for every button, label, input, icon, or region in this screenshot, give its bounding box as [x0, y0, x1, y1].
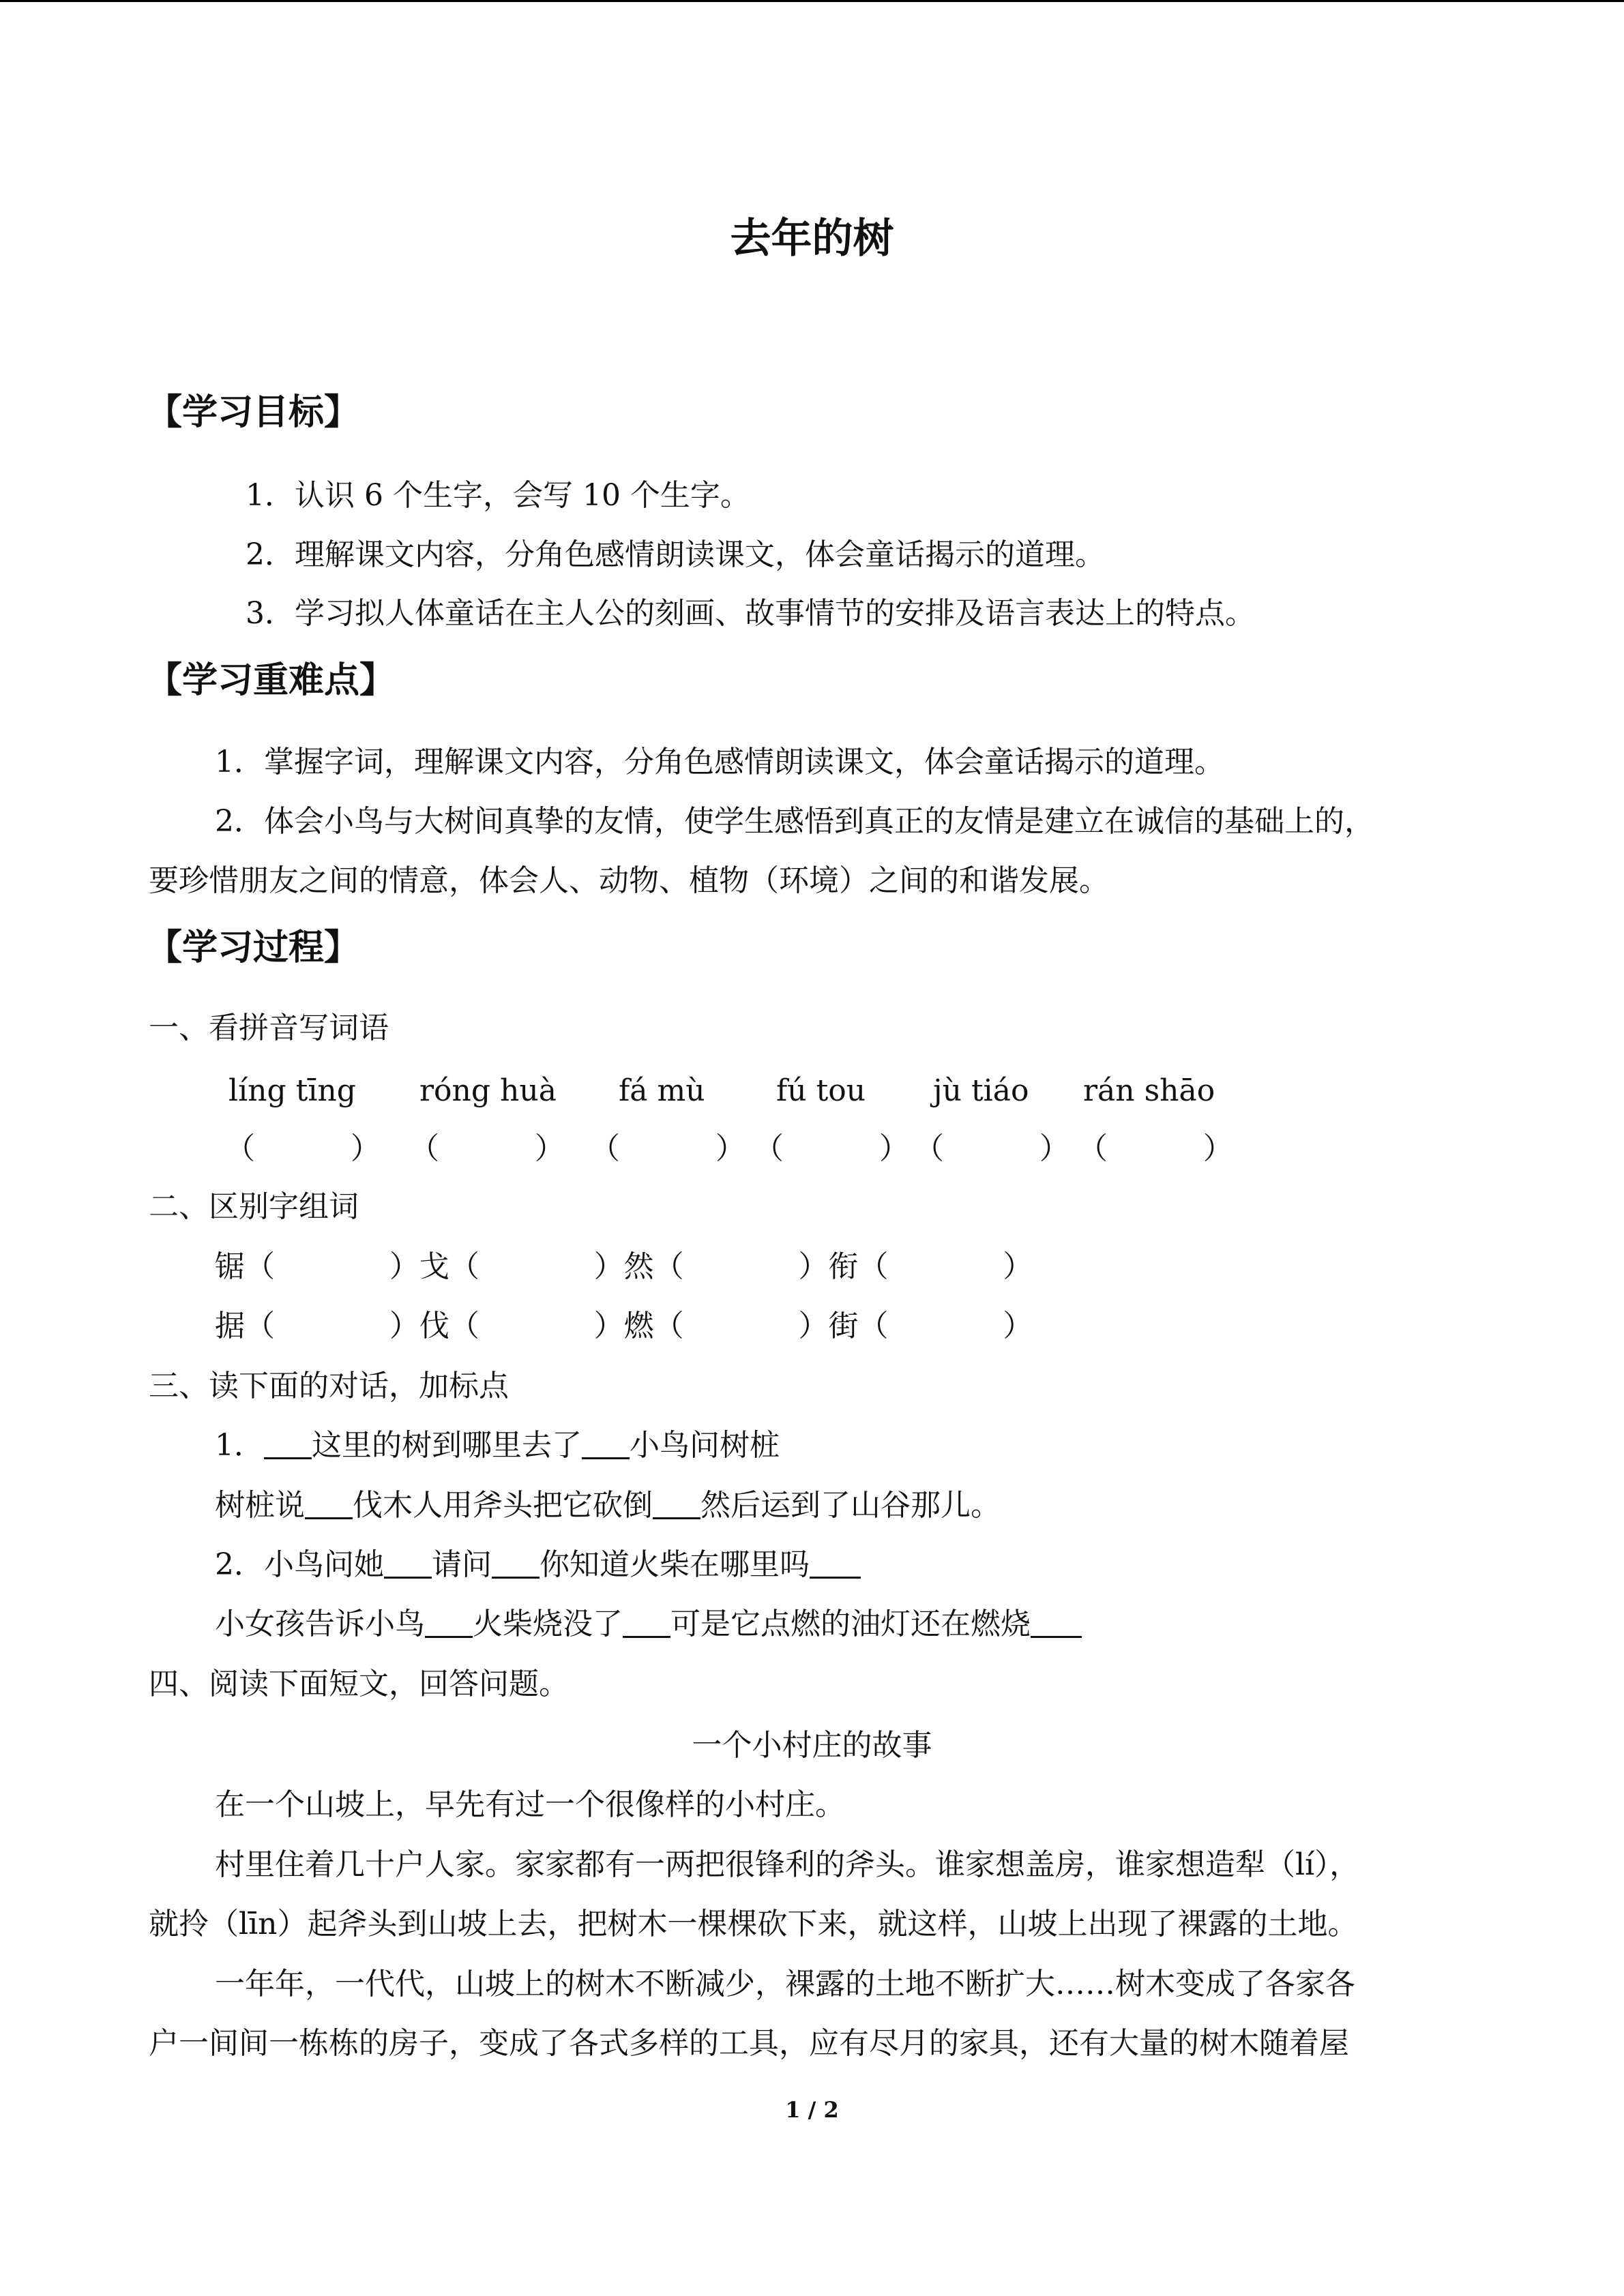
pinyin-5: jù tiáo: [933, 1073, 1029, 1108]
goal-3: 3．学习拟人体童话在主人公的刻画、故事情节的安排及语言表达上的特点。: [246, 596, 1255, 631]
page-number: 1 / 2: [785, 2097, 839, 2123]
key-point-1: 1．掌握字词，理解课文内容，分角色感情朗读课文，体会童话揭示的道理。: [215, 745, 1224, 779]
goal-1: 1．认识 6 个生字，会写 10 个生字。: [246, 478, 750, 513]
pinyin-1: líng tīng: [228, 1073, 356, 1108]
dialog-text: 你知道火柴在哪里吗: [540, 1547, 810, 1582]
part1-heading: 一、看拼音写词语: [149, 1011, 389, 1045]
pinyin-3: fá mù: [619, 1073, 705, 1108]
story-paragraph-3: 一年年，一代代，山坡上的树木不断减少，裸露的土地不断扩大……树木变成了各家各: [215, 1967, 1355, 2001]
dialog-line-2: [215, 1485, 1001, 1526]
part3-heading: 三、读下面的对话，加标点: [149, 1369, 509, 1403]
answer-blank-5[interactable]: （ ）: [914, 1131, 1069, 1166]
punct-blank[interactable]: [492, 1549, 540, 1579]
punct-blank[interactable]: [384, 1549, 432, 1579]
punct-blank[interactable]: [623, 1609, 670, 1638]
answer-blank-6[interactable]: （ ）: [1078, 1131, 1233, 1166]
answer-blank-1[interactable]: （ ）: [225, 1131, 381, 1166]
dialog-text: 然后运到了山谷那儿。: [700, 1488, 1001, 1523]
pinyin-6: rán shāo: [1083, 1073, 1215, 1108]
pinyin-4: fú tou: [776, 1073, 866, 1108]
answer-blank-3[interactable]: （ ）: [590, 1131, 745, 1166]
story-paragraph-3-cont: 户一间间一栋栋的房子，变成了各式多样的工具，应有尽月的家具，还有大量的树木随着屋: [149, 2026, 1349, 2061]
punct-blank[interactable]: [653, 1490, 700, 1519]
dialog-text: 可是它点燃的油灯还在燃烧: [670, 1607, 1031, 1641]
part2-heading: 二、区别字组词: [149, 1189, 359, 1224]
answer-blank-2[interactable]: （ ）: [409, 1131, 565, 1166]
section-goals: 【学习目标】: [147, 392, 360, 433]
punct-blank[interactable]: [810, 1549, 861, 1579]
story-paragraph-1: 在一个山坡上，早先有过一个很像样的小村庄。: [215, 1787, 845, 1822]
dialog-text: 小女孩告诉小鸟: [215, 1607, 425, 1641]
page-title: 去年的树: [730, 215, 894, 263]
part2-row1[interactable]: 锯（ ）戈（ ）然（ ）衔（ ）: [215, 1249, 1033, 1284]
top-border: [0, 0, 1624, 2]
punct-blank[interactable]: [1031, 1609, 1082, 1638]
punct-blank[interactable]: [425, 1609, 473, 1638]
part4-heading: 四、阅读下面短文，回答问题。: [149, 1667, 569, 1701]
key-point-2-cont: 要珍惜朋友之间的情意，体会人、动物、植物（环境）之间的和谐发展。: [149, 863, 1109, 898]
section-key-points: 【学习重难点】: [147, 660, 396, 701]
key-point-2: 2．体会小鸟与大树间真挚的友情，使学生感悟到真正的友情是建立在诚信的基础上的，: [215, 804, 1374, 839]
story-title: 一个小村庄的故事: [692, 1728, 932, 1763]
dialog-text: 树桩说: [215, 1488, 305, 1523]
dialog-text: 请问: [432, 1547, 492, 1582]
story-paragraph-2-cont: 就拎（līn）起斧头到山坡上去，把树木一棵棵砍下来，就这样，山坡上出现了裸露的土地。: [149, 1907, 1358, 1941]
answer-blank-4[interactable]: （ ）: [754, 1131, 909, 1166]
pinyin-2: róng huà: [419, 1073, 557, 1108]
story-paragraph-2: 村里住着几十户人家。家家都有一两把很锋利的斧头。谁家想盖房，谁家想造犁（lí），: [215, 1847, 1360, 1882]
punct-blank[interactable]: [264, 1430, 312, 1459]
dialog-line-3: [215, 1545, 861, 1585]
dialog-line-4: [215, 1604, 1082, 1645]
dialog-text: 火柴烧没了: [473, 1607, 623, 1641]
dialog-line-1: [215, 1425, 780, 1466]
section-process: 【学习过程】: [147, 927, 360, 968]
goal-2: 2．理解课文内容，分角色感情朗读课文，体会童话揭示的道理。: [246, 537, 1105, 572]
punct-blank[interactable]: [305, 1490, 353, 1519]
dialog-text: 2．小鸟问她: [215, 1547, 384, 1582]
punct-blank[interactable]: [582, 1430, 630, 1459]
part2-row2[interactable]: 据（ ）伐（ ）燃（ ）街（ ）: [215, 1309, 1033, 1343]
dialog-number: 1．: [215, 1428, 264, 1463]
dialog-text: 伐木人用斧头把它砍倒: [353, 1488, 653, 1523]
dialog-text: 小鸟问树桩: [630, 1428, 780, 1463]
dialog-text: 这里的树到哪里去了: [312, 1428, 582, 1463]
